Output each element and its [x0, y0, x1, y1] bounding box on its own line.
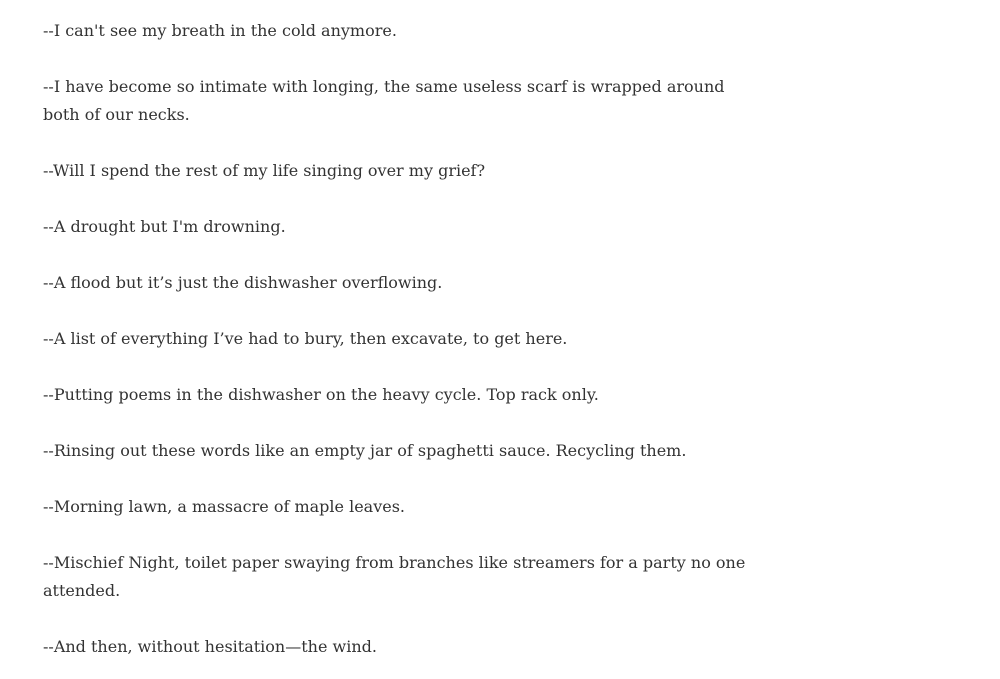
poem-line: --Morning lawn, a massacre of maple leaves. — [43, 497, 406, 516]
poem-text-block — [43, 17, 758, 661]
poem-line: --Will I spend the rest of my life singing over my grief? — [43, 161, 486, 180]
poem-line: --A list of everything I’ve had to bury, then excavate, to get here. — [43, 329, 568, 348]
poem-line: --A drought but I'm drowning. — [43, 217, 286, 236]
poem-line: --I have become so intimate with longing, the same useless scarf is wrapped around both of our necks. — [43, 77, 725, 124]
poem-line: --A flood but it’s just the dishwasher overflowing. — [43, 273, 443, 292]
poem-line: --And then, without hesitation—the wind. — [43, 637, 377, 656]
poem-line: --I can't see my breath in the cold anymore. — [43, 21, 397, 40]
poem-line: --Rinsing out these words like an empty jar of spaghetti sauce. Recycling them. — [43, 441, 687, 460]
poem-line: --Putting poems in the dishwasher on the heavy cycle. Top rack only. — [43, 385, 599, 404]
poem-line: --Mischief Night, toilet paper swaying from branches like streamers for a party no one attended. — [43, 553, 746, 600]
